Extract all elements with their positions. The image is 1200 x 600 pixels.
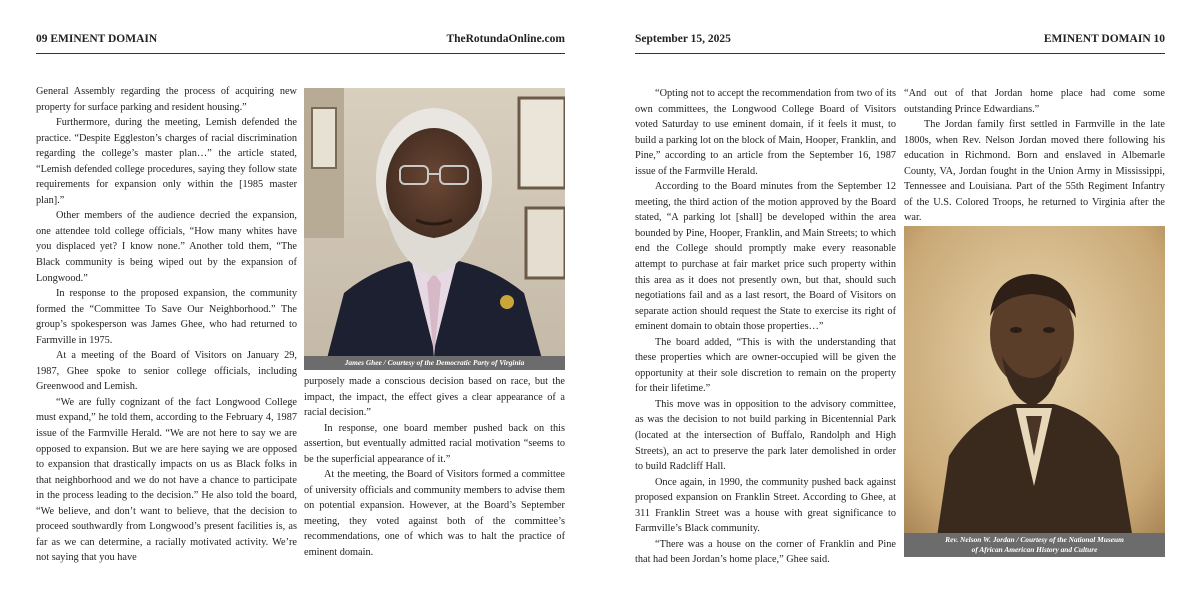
right-page	[635, 0, 1165, 600]
portrait-illustration	[904, 226, 1165, 557]
left-header-website: TheRotundaOnline.com	[446, 33, 565, 45]
right-header-section: EMINENT DOMAIN 10	[1043, 33, 1165, 45]
paragraph: At the meeting, the Board of Visitors formed a committee of university officials and community members to advise them on potential expansion. However, at the Board’s September meeting, they voted against both of the committee’s recommendations, one of which was to halt the practice of eminent domain.	[304, 469, 565, 559]
paragraph: According to the Board minutes from the September 12 meeting, the third action of the motion approved by the Board stated, “A parking lot [shall] be developed within the area bounded by Pine, Hooper, Franklin, and Main Streets; to which end the College should promptly make every reasonable attempt to purchase at fair market price such property within this area as it does not presently own, but that, should such negotiations fail and as a last resort, the Board of Visitors on separate action should request the State to exercise its right of eminent domain to obtain those properties…”	[635, 181, 896, 333]
right-header-rule	[635, 53, 1165, 54]
paragraph: General Assembly regarding the process of acquiring new property for surface parking and resident housing.”	[36, 86, 297, 113]
paragraph: The board added, “This is with the understanding that these properties which are owner-occupied will be given the opportunity at their sole discretion to remain on the property for their lifetime.”	[635, 336, 896, 395]
left-column-2	[304, 374, 565, 561]
paragraph: Other members of the audience decried the expansion, one attendee told college officials, “How many whites have you displaced yet? I know none.” Another told them, “The Black community is being wiped out by the expansion of Longwood.”	[36, 210, 297, 284]
james-ghee-photo	[304, 88, 565, 370]
left-column-1	[36, 84, 297, 566]
right-column-2	[904, 86, 1165, 226]
nelson-jordan-photo	[904, 226, 1165, 557]
left-header-rule	[36, 53, 565, 54]
paragraph: This move was in opposition to the advisory committee, as was the decision to not build parking in Bicentennial Park (located at the intersection of Buffalo, Randolph and High Streets), an act to preserve the park later demolished in order to build Radcliff Hall.	[635, 398, 896, 473]
paragraph: At a meeting of the Board of Visitors on January 29, 1987, Ghee spoke to senior college officials, including Greenwood and Lemish.	[36, 350, 297, 393]
right-page-header	[635, 33, 1165, 47]
photo-caption-line-2: of African American History and Culture	[971, 545, 1098, 554]
paragraph: “We are fully cognizant of the fact Longwood College must expand,” he told them, according to the February 4, 1987 issue of the Farmville Herald. “We are not here to say we are opposed to expansion. But we are here saying we are opposed to expansion that drastically impacts on us as Black folks in that neighborhood and we do not have a chance to participate in the process leading to the decision.” He also told the board, “We believe, and don’t want to believe, that the decision to proceed southwardly from Longwood’s present facilities is, as far as we can determine, a racially motivated activity. We’re not saying that you have	[36, 396, 297, 564]
photo-caption: James Ghee / Courtesy of the Democratic Party of Virginia	[304, 356, 565, 370]
paragraph: “Opting not to accept the recommendation from two of its own committees, the Longwood College Board of Visitors voted Saturday to use eminent domain, if it feels it must, to build a parking lot on the block of Main, Hooper, Franklin, and Pine,” according to an article from the September 16, 1987 issue of the Farmville Herald.	[635, 88, 896, 177]
paragraph: “And out of that Jordan home place had come some outstanding Prince Edwardians.”	[904, 88, 1165, 115]
left-page	[36, 0, 565, 600]
paragraph: purposely made a conscious decision based on race, but the impact, the impact, the effect gives a clear appearance of a racial decision.”	[304, 376, 565, 419]
paragraph: In response, one board member pushed back on this assertion, but eventually admitted racial motivation “seems to be the superficial appearance of it.”	[304, 422, 565, 465]
portrait-illustration	[304, 88, 565, 370]
right-header-date: September 15, 2025	[635, 33, 731, 45]
right-column-1	[635, 86, 896, 568]
photo-caption-line-1: Rev. Nelson W. Jordan / Courtesy of the National Museum	[945, 535, 1124, 544]
paragraph: Furthermore, during the meeting, Lemish defended the practice. “Despite Eggleston’s charges of racial discrimination regarding the college’s master plan…” the article stated, “Lemish defended college procedures, saying they follow state requirements for expansion only within the [1985 master plan].”	[36, 117, 297, 206]
photo-caption	[904, 533, 1165, 557]
paragraph: The Jordan family first settled in Farmville in the late 1800s, when Rev. Nelson Jordan moved there following his education in Richmond. Born and enslaved in Albemarle County, VA, Jordan fought in the Union Army in Mississippi, Tennessee and Louisiana. Part of the 55th Regiment Infantry of the U.S. Colored Troops, he returned to Virginia after the war.	[904, 119, 1165, 224]
paragraph: “There was a house on the corner of Franklin and Pine that had been Jordan’s home place,” Ghee said.	[635, 538, 896, 566]
left-page-header	[36, 33, 565, 47]
paragraph: Once again, in 1990, the community pushed back against proposed expansion on Franklin Street. According to Ghee, at 311 Franklin Street was a house with great significance to Farmville’s Black community.	[635, 476, 896, 535]
paragraph: In response to the proposed expansion, the community formed the “Committee To Save Our Neighborhood.” The group’s spokesperson was James Ghee, who had returned to Farmville in 1975.	[36, 288, 297, 346]
left-header-section: 09 EMINENT DOMAIN	[36, 33, 158, 45]
